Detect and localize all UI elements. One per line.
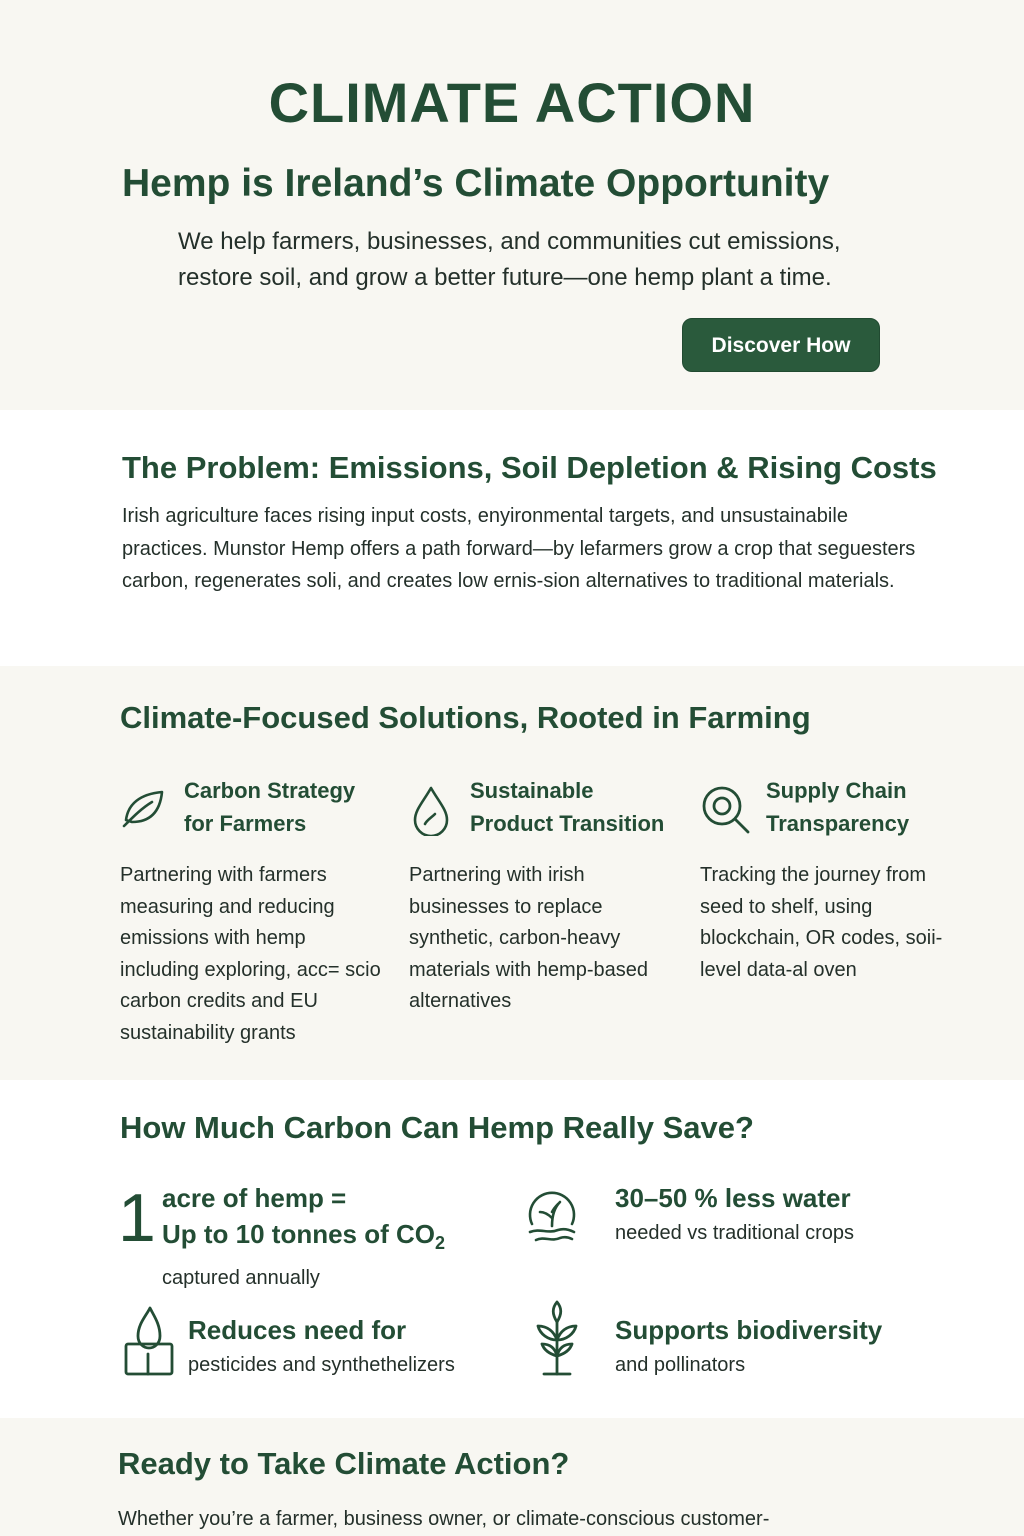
solution-description: Tracking the journey from seed to shelf, using blockchain, OR codes, soii-level data-al oven: [700, 864, 943, 981]
seedling-icon: [528, 1300, 586, 1376]
problem-section: [0, 410, 1024, 666]
solution-title: Supply Chain Transparency: [766, 778, 910, 836]
discover-how-button[interactable]: Discover How: [682, 318, 880, 372]
solution-description: Partnering with farmers measuring and reducing emissions with hemp including exploring, acc= scio carbon credits and EU sustainability grants: [120, 864, 381, 1044]
page-title: CLIMATE ACTION: [268, 71, 756, 134]
problem-heading: The Problem: Emissions, Soil Depletion & Rising Costs: [122, 450, 937, 485]
water-drop-icon: [409, 784, 457, 832]
stat-subtitle: pesticides and synthethelizers: [188, 1354, 455, 1376]
stat-title: Reduces need for: [188, 1315, 407, 1345]
hero-description: We help farmers, businesses, and communities cut emissions, restore soil, and grow a better future—one hemp plant a time.: [178, 228, 841, 291]
stat-number: 1: [118, 1180, 156, 1256]
stat-less-water: [615, 1180, 854, 1250]
carbon-heading: How Much Carbon Can Hemp Really Save?: [120, 1110, 754, 1145]
stat-title: Supports biodiversity: [615, 1315, 883, 1345]
stat-subtitle: and pollinators: [615, 1354, 746, 1376]
stat-title: 30–50 % less water: [615, 1183, 851, 1213]
water-plant-icon: [524, 1184, 580, 1246]
stat-biodiversity: [615, 1312, 882, 1382]
solution-title: Sustainable Product Transition: [470, 778, 665, 836]
carbon-section: [0, 1080, 1024, 1418]
search-icon: [700, 784, 748, 832]
solution-description: Partnering with irish businesses to replace synthetic, carbon-heavy materials with hemp-based alternatives: [409, 864, 648, 1012]
cta-description: Whether you’re a farmer, business owner, or climate-conscious customer-: [118, 1508, 770, 1530]
hero-section: [0, 0, 1024, 410]
stat-acre-co2: [162, 1180, 445, 1295]
cta-section: [0, 1418, 1024, 1536]
problem-description: Irish agriculture faces rising input costs, enyironmental targets, and unsustainabile practices. Munstor Hemp offers a path forward—by lefarmers grow a crop that seguesters carbon, regenerates soli, and creates low ernis-sion alternatives to traditional materials.: [122, 505, 916, 592]
solutions-section: [0, 666, 1024, 1080]
cta-heading: Ready to Take Climate Action?: [118, 1446, 570, 1481]
plant-pot-icon: [124, 1306, 174, 1378]
solution-title: Carbon Strategy for Farmers: [184, 778, 356, 836]
hero-subtitle: Hemp is Ireland’s Climate Opportunity: [122, 162, 830, 205]
stat-title: acre of hemp = Up to 10 tonnes of $CO_2$: [162, 1183, 446, 1254]
leaf-icon: [120, 784, 168, 832]
stat-subtitle: needed vs traditional crops: [615, 1222, 855, 1244]
stat-reduces-pesticides: [188, 1312, 455, 1382]
solutions-heading: Climate-Focused Solutions, Rooted in Farming: [120, 700, 811, 735]
stat-subtitle: captured annually: [162, 1267, 320, 1290]
